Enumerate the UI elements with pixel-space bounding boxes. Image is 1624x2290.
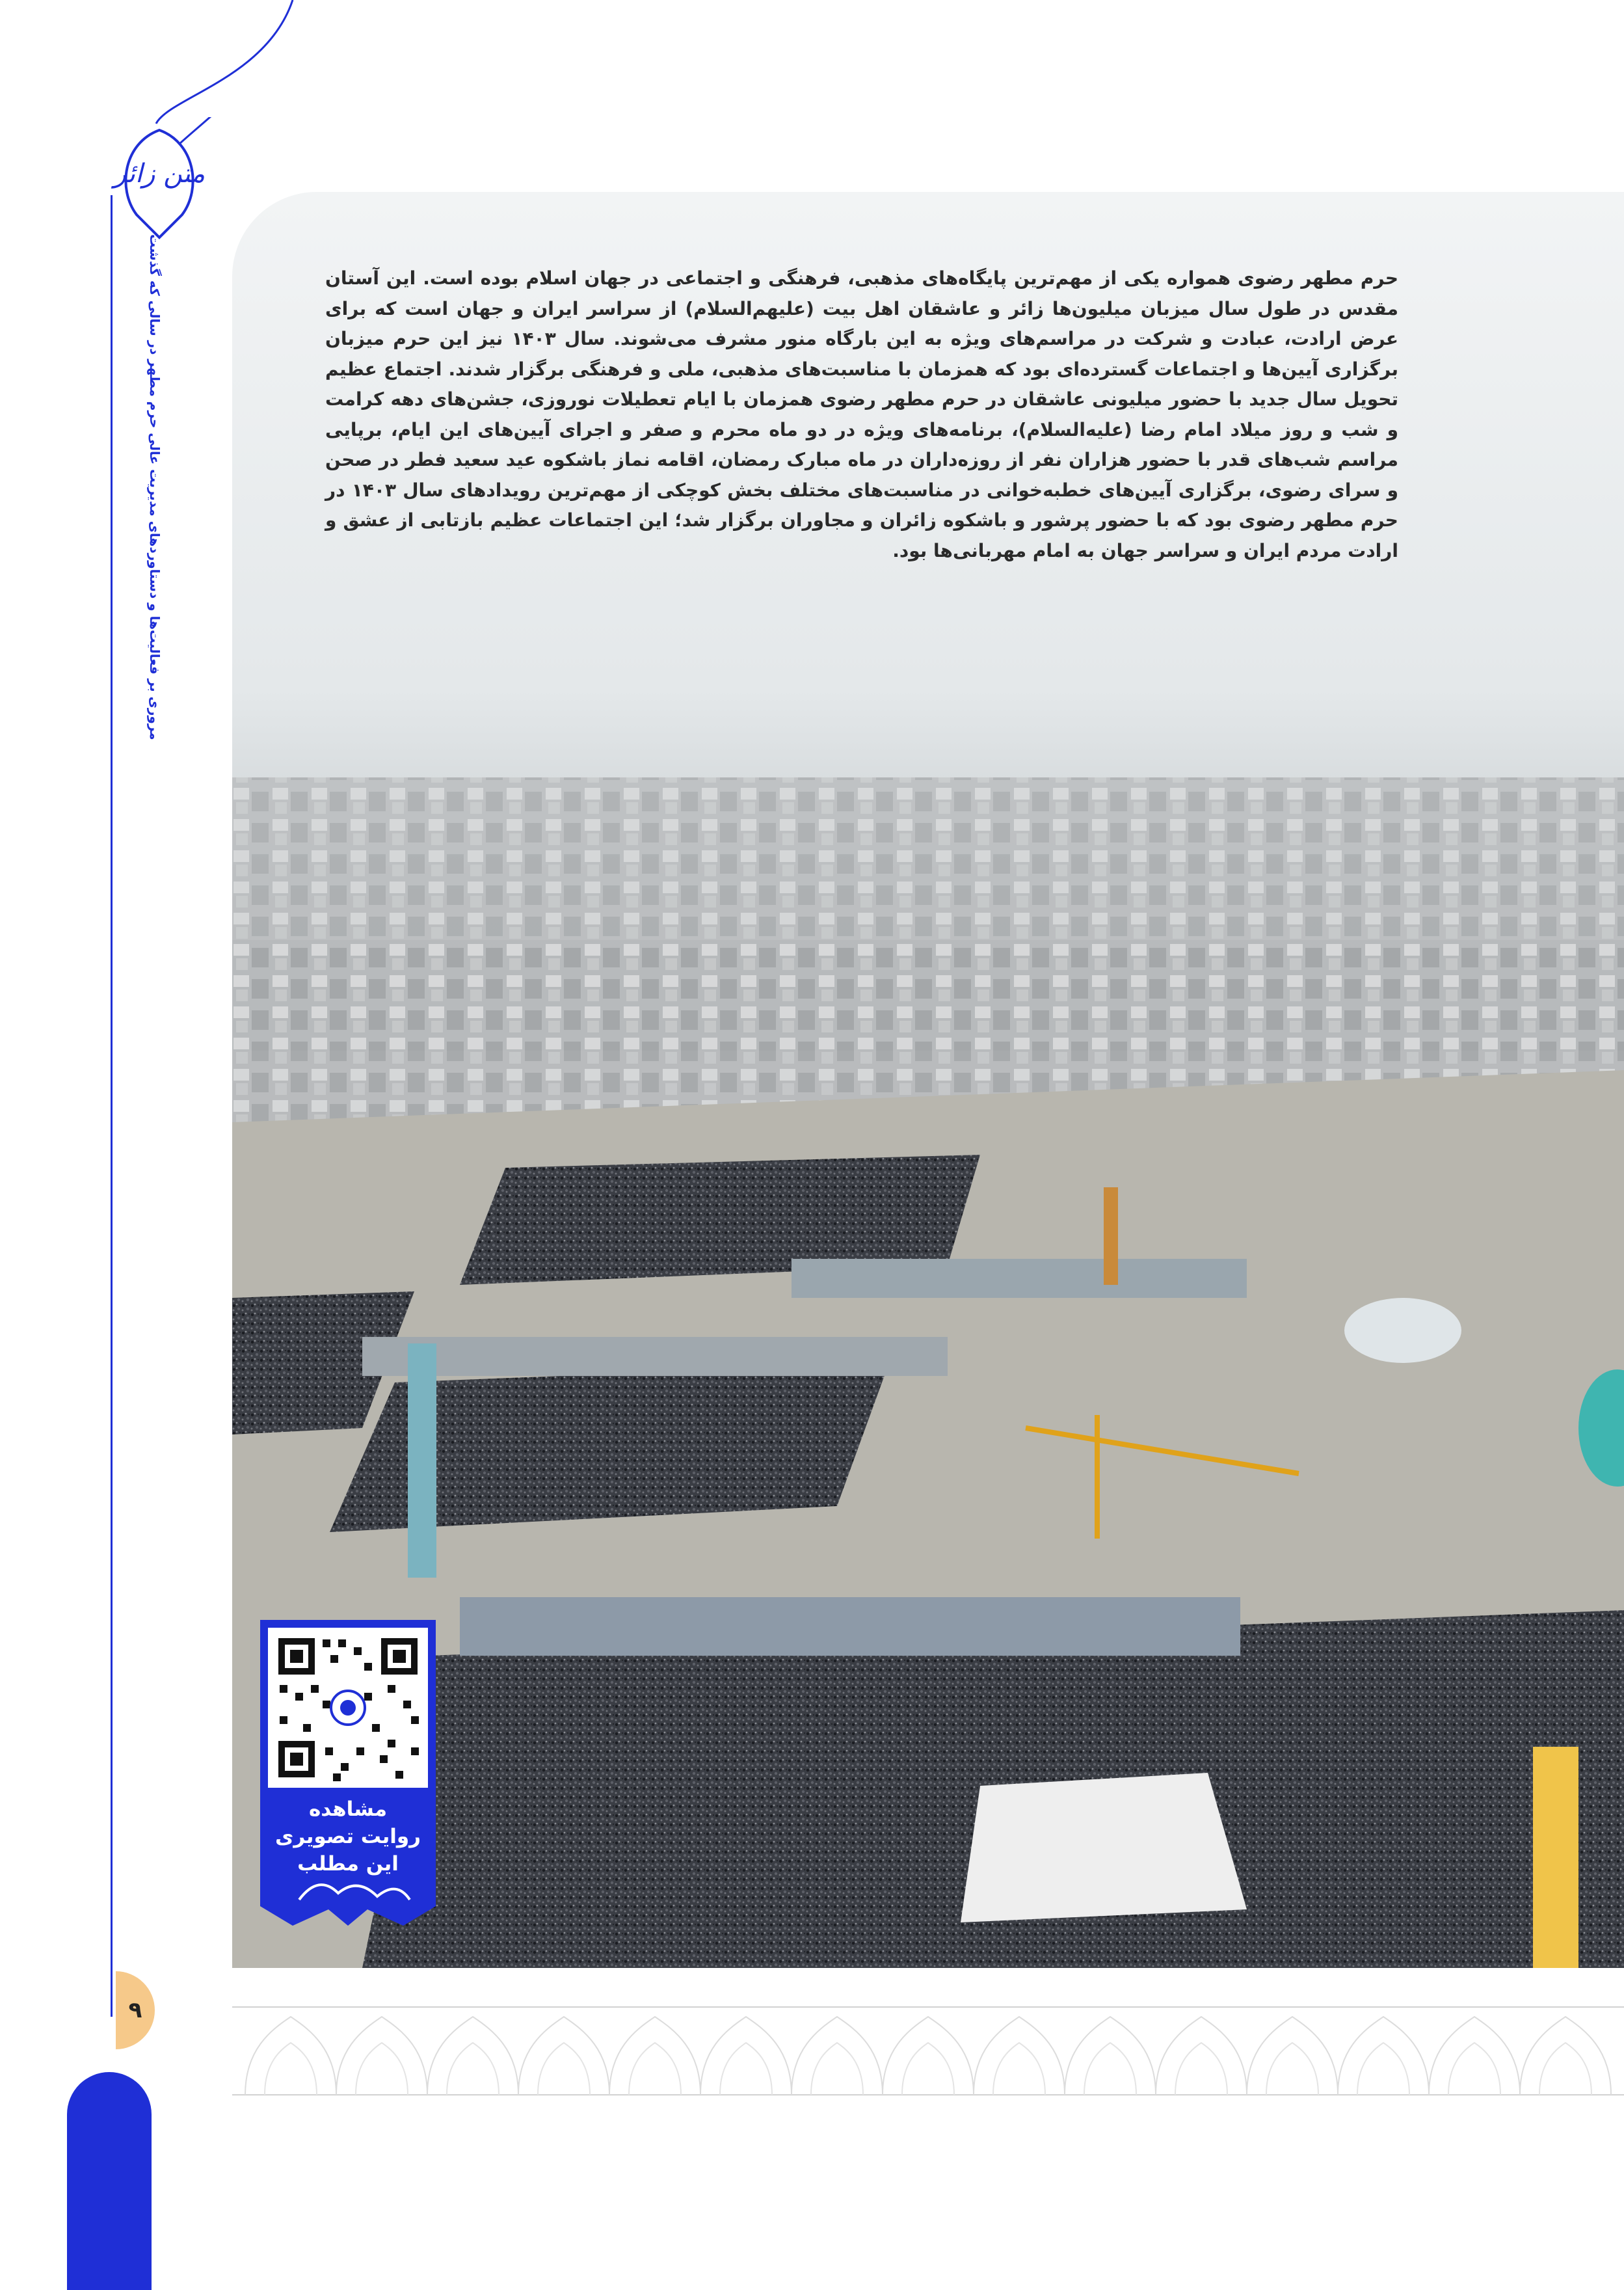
qr-label-line2: روایت تصویری: [275, 1825, 421, 1848]
page-number: ۹: [116, 1971, 155, 2049]
qr-label-line1: مشاهده: [308, 1798, 388, 1821]
decorative-curve: [104, 0, 312, 130]
magazine-logo: [104, 117, 215, 247]
qr-label-line3: این مطلب: [297, 1852, 399, 1876]
side-caption: مروری بر فعالیت‌ها و دستاوردهای مدیریت عالی حرم مطهر در سالی که گذشت: [147, 234, 163, 740]
sidebar-rule: [111, 195, 113, 2017]
article-body: حرم مطهر رضوی همواره یکی از مهم‌ترین پایگاه‌های مذهبی، فرهنگی و اجتماعی در جهان اسلام بوده است. این آستان مقدس در طول سال میزبان میلیون‌ها زائر و عاشقان اهل بیت (علیهم‌السلام) از سراسر ایران و جهان است که برای عرض ارادت، عبادت و شرکت در مراسم‌های ویژه به این بارگاه منور مشرف می‌شوند. سال ۱۴۰۳ نیز این حرم میزبان برگزاری آیین‌ها و اجتماعات گسترده‌ای بود که همزمان با مناسبت‌های مذهبی، ملی و فرهنگی برگزار شدند. اجتماع عظیم تحویل سال جدید با حضور میلیونی عاشقان در حرم مطهر رضوی همزمان با ایام تعطیلات نوروزی، جشن‌های دهه کرامت و شب و روز میلاد امام رضا (علیه‌السلام)، برنامه‌های ویژه در دو ماه محرم و صفر و اجرای آیین‌های این ایام، برپایی مراسم شب‌های قدر با حضور هزاران نفر از روزه‌داران در ماه مبارک رمضان، اقامه نماز باشکوه عید سعید فطر در صحن و سرای رضوی، برگزاری آیین‌های خطبه‌خوانی در مناسبت‌های مختلف بخش کوچکی از مهم‌ترین رویدادهای سال ۱۴۰۳ در حرم مطهر رضوی بود که با حضور پرشور و باشکوه زائران و مجاوران برگزار شد؛ این اجتماعات عظیم بازتابی از عشق و ارادت مردم ایران و سراسر جهان به امام مهربانی‌ها بود.: [325, 267, 1398, 561]
decorative-arch-pattern: [232, 1991, 1624, 2105]
qr-card[interactable]: [260, 1620, 436, 1926]
bottom-blue-tab: [67, 2072, 152, 2290]
logo-text: متن زائر: [113, 159, 206, 189]
